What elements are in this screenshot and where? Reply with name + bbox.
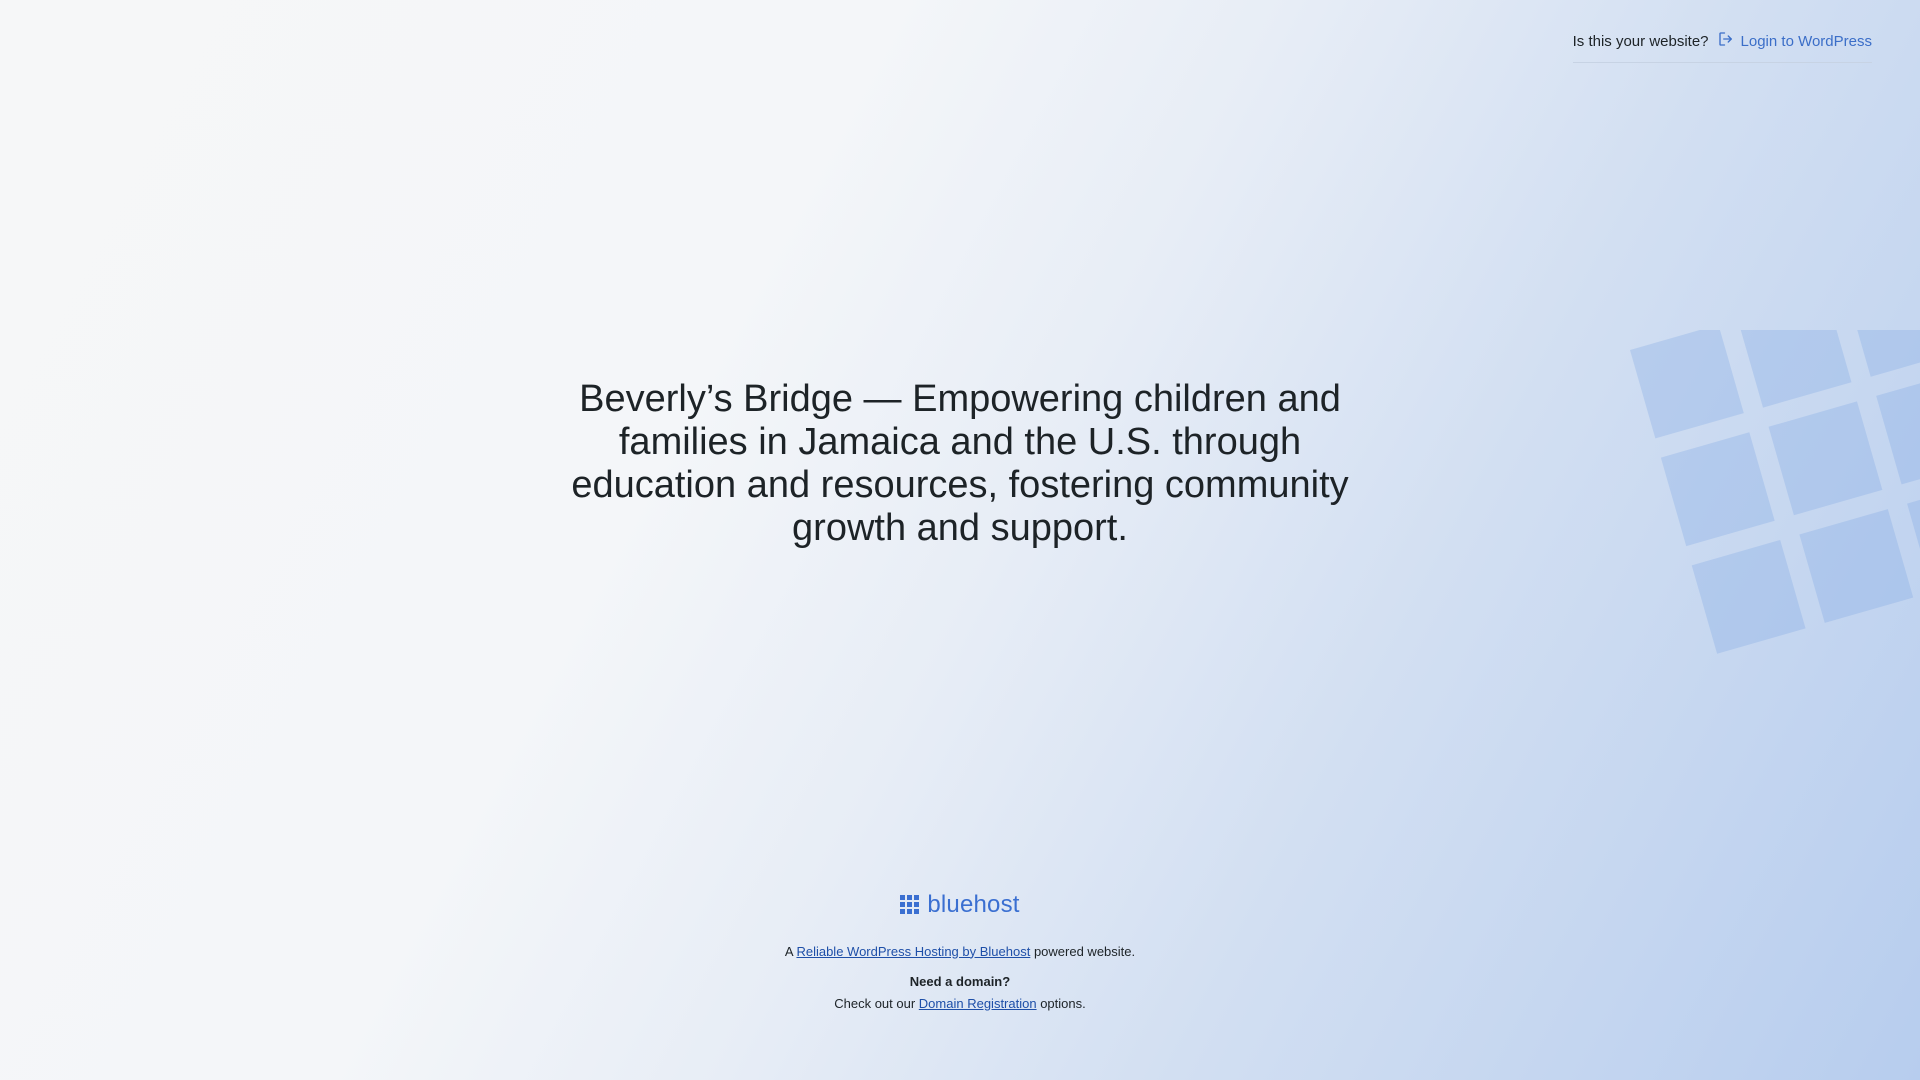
- background-square: [1769, 401, 1883, 515]
- background-square: [1738, 330, 1852, 408]
- background-grid-pattern: [1630, 330, 1920, 696]
- background-square: [1845, 330, 1920, 377]
- background-square: [1907, 478, 1920, 592]
- bluehost-logo: [900, 891, 1019, 919]
- background-square: [1799, 509, 1913, 623]
- domain-registration-line: [0, 993, 1920, 1015]
- login-arrow-icon: [1717, 30, 1741, 52]
- powered-by-line: [0, 941, 1920, 963]
- hosting-footer: [0, 888, 1920, 1015]
- background-square: [1692, 540, 1806, 654]
- background-square: [1876, 371, 1920, 485]
- domain-registration-link[interactable]: Domain Registration: [918, 995, 1037, 1011]
- admin-prompt-bar: [1573, 30, 1872, 63]
- login-link-label: Login to WordPress: [1740, 32, 1872, 50]
- background-square: [1661, 432, 1775, 546]
- powered-prefix: A: [784, 943, 793, 959]
- login-to-wordpress-link[interactable]: [1717, 30, 1872, 52]
- background-square: [1630, 330, 1744, 438]
- reliable-hosting-link[interactable]: Reliable WordPress Hosting by Bluehost: [796, 943, 1031, 959]
- bluehost-wordmark: bluehost: [927, 890, 1020, 918]
- domain-suffix: options.: [1040, 995, 1086, 1011]
- website-ownership-question: Is this your website?: [1572, 32, 1709, 50]
- domain-prefix: Check out our: [834, 995, 916, 1011]
- site-tagline-heading: Beverly’s Bridge — Empowering children and families in Jamaica and the U.S. through education and resources, fostering community growth and support.: [571, 378, 1349, 549]
- domain-heading: Need a domain?: [909, 973, 1011, 989]
- powered-suffix: powered website.: [1033, 943, 1136, 959]
- background-decoration: [1600, 330, 1920, 760]
- bluehost-grid-icon: [900, 895, 919, 914]
